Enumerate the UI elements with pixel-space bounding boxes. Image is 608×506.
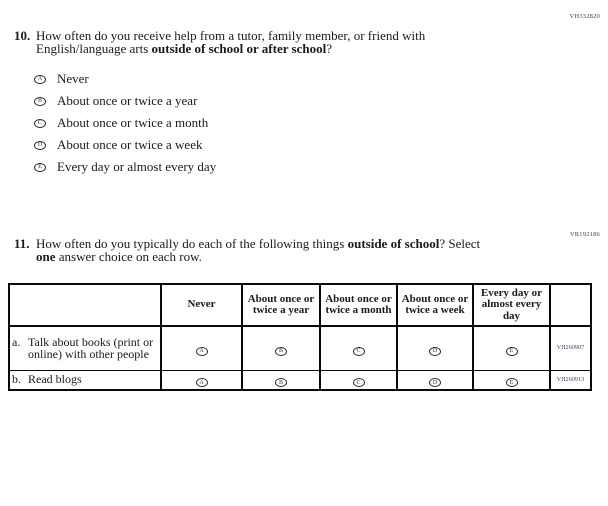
answer-bubble-icon[interactable]: B (275, 347, 287, 356)
row-stem-cell (9, 326, 161, 370)
matrix-cell (473, 326, 550, 370)
matrix-cell (320, 326, 397, 370)
question-11-text (36, 237, 480, 263)
matrix-cell (242, 326, 320, 370)
answer-bubble-icon[interactable]: C (353, 378, 365, 387)
matrix-cell (161, 370, 242, 390)
answer-bubble-icon[interactable]: D (34, 141, 46, 150)
row-letter: b. (12, 372, 21, 387)
form-code-top: VH332820 (569, 13, 600, 20)
question-11 (14, 237, 524, 263)
question-11-number: 11. (14, 236, 30, 251)
column-header-month: About once or twice a month (320, 284, 397, 326)
answer-option-label: Never (57, 71, 89, 86)
question-11-line2-post: answer choice on each row. (55, 249, 202, 264)
question-10-line2-pre: English/language arts (36, 41, 152, 56)
answer-bubble-icon[interactable]: A (196, 347, 208, 356)
answer-bubble-icon[interactable]: E (506, 347, 518, 356)
answer-bubble-icon[interactable]: E (506, 378, 518, 387)
question-11-line1-bold: outside of school (347, 236, 440, 251)
matrix-corner-cell (9, 284, 161, 326)
form-code-q11: VR192186 (569, 231, 600, 238)
column-header-everyday: Every day or almost every day (473, 284, 550, 326)
answer-option (34, 134, 216, 156)
answer-bubble-icon[interactable]: A (34, 75, 46, 84)
matrix-cell (161, 326, 242, 370)
response-matrix-table (8, 283, 592, 391)
answer-option-label: About once or twice a year (57, 93, 198, 108)
answer-option (34, 112, 216, 134)
question-10 (14, 29, 504, 55)
answer-option-label: About once or twice a week (57, 137, 203, 152)
matrix-cell (242, 370, 320, 390)
answer-option (34, 68, 216, 90)
column-header-week: About once or twice a week (397, 284, 473, 326)
question-10-line2-post: ? (326, 41, 332, 56)
table-row (9, 370, 591, 390)
row-stem-cell (9, 370, 161, 390)
matrix-cell (320, 370, 397, 390)
question-11-line2 (36, 250, 480, 263)
answer-bubble-icon[interactable]: C (353, 347, 365, 356)
question-11-line1-post: ? Select (439, 236, 481, 251)
question-10-line1: How often do you receive help from a tutor, family member, or friend with (36, 28, 426, 43)
answer-bubble-icon[interactable]: B (275, 378, 287, 387)
answer-option (34, 156, 216, 178)
answer-bubble-icon[interactable]: E (34, 163, 46, 172)
table-row (9, 326, 591, 370)
question-11-line2-bold: one (36, 249, 56, 264)
row-label: Talk about books (print or online) with other people (28, 334, 154, 362)
question-10-number: 10. (14, 28, 31, 43)
answer-bubble-icon[interactable]: D (429, 347, 441, 356)
column-header-year: About once or twice a year (242, 284, 320, 326)
question-10-line2 (36, 42, 425, 55)
column-header-code (550, 284, 591, 326)
answer-option-label: About once or twice a month (57, 115, 209, 130)
question-11-line1-pre: How often do you typically do each of the following things (36, 236, 348, 251)
answer-bubble-icon[interactable]: A (196, 378, 208, 387)
matrix-header-row (9, 284, 591, 326)
column-header-never: Never (161, 284, 242, 326)
answer-bubble-icon[interactable]: B (34, 97, 46, 106)
question-10-text (36, 29, 425, 55)
row-code: VH260907 (550, 326, 591, 370)
matrix-cell (473, 370, 550, 390)
question-10-line2-bold: outside of school or after school (151, 41, 327, 56)
row-letter: a. (12, 334, 21, 349)
answer-option-label: Every day or almost every day (57, 159, 217, 174)
matrix-cell (397, 326, 473, 370)
question-10-options (34, 68, 216, 178)
row-label: Read blogs (28, 372, 82, 387)
answer-bubble-icon[interactable]: C (34, 119, 46, 128)
matrix-cell (397, 370, 473, 390)
answer-option (34, 90, 216, 112)
row-code: VH260913 (550, 370, 591, 390)
answer-bubble-icon[interactable]: D (429, 378, 441, 387)
